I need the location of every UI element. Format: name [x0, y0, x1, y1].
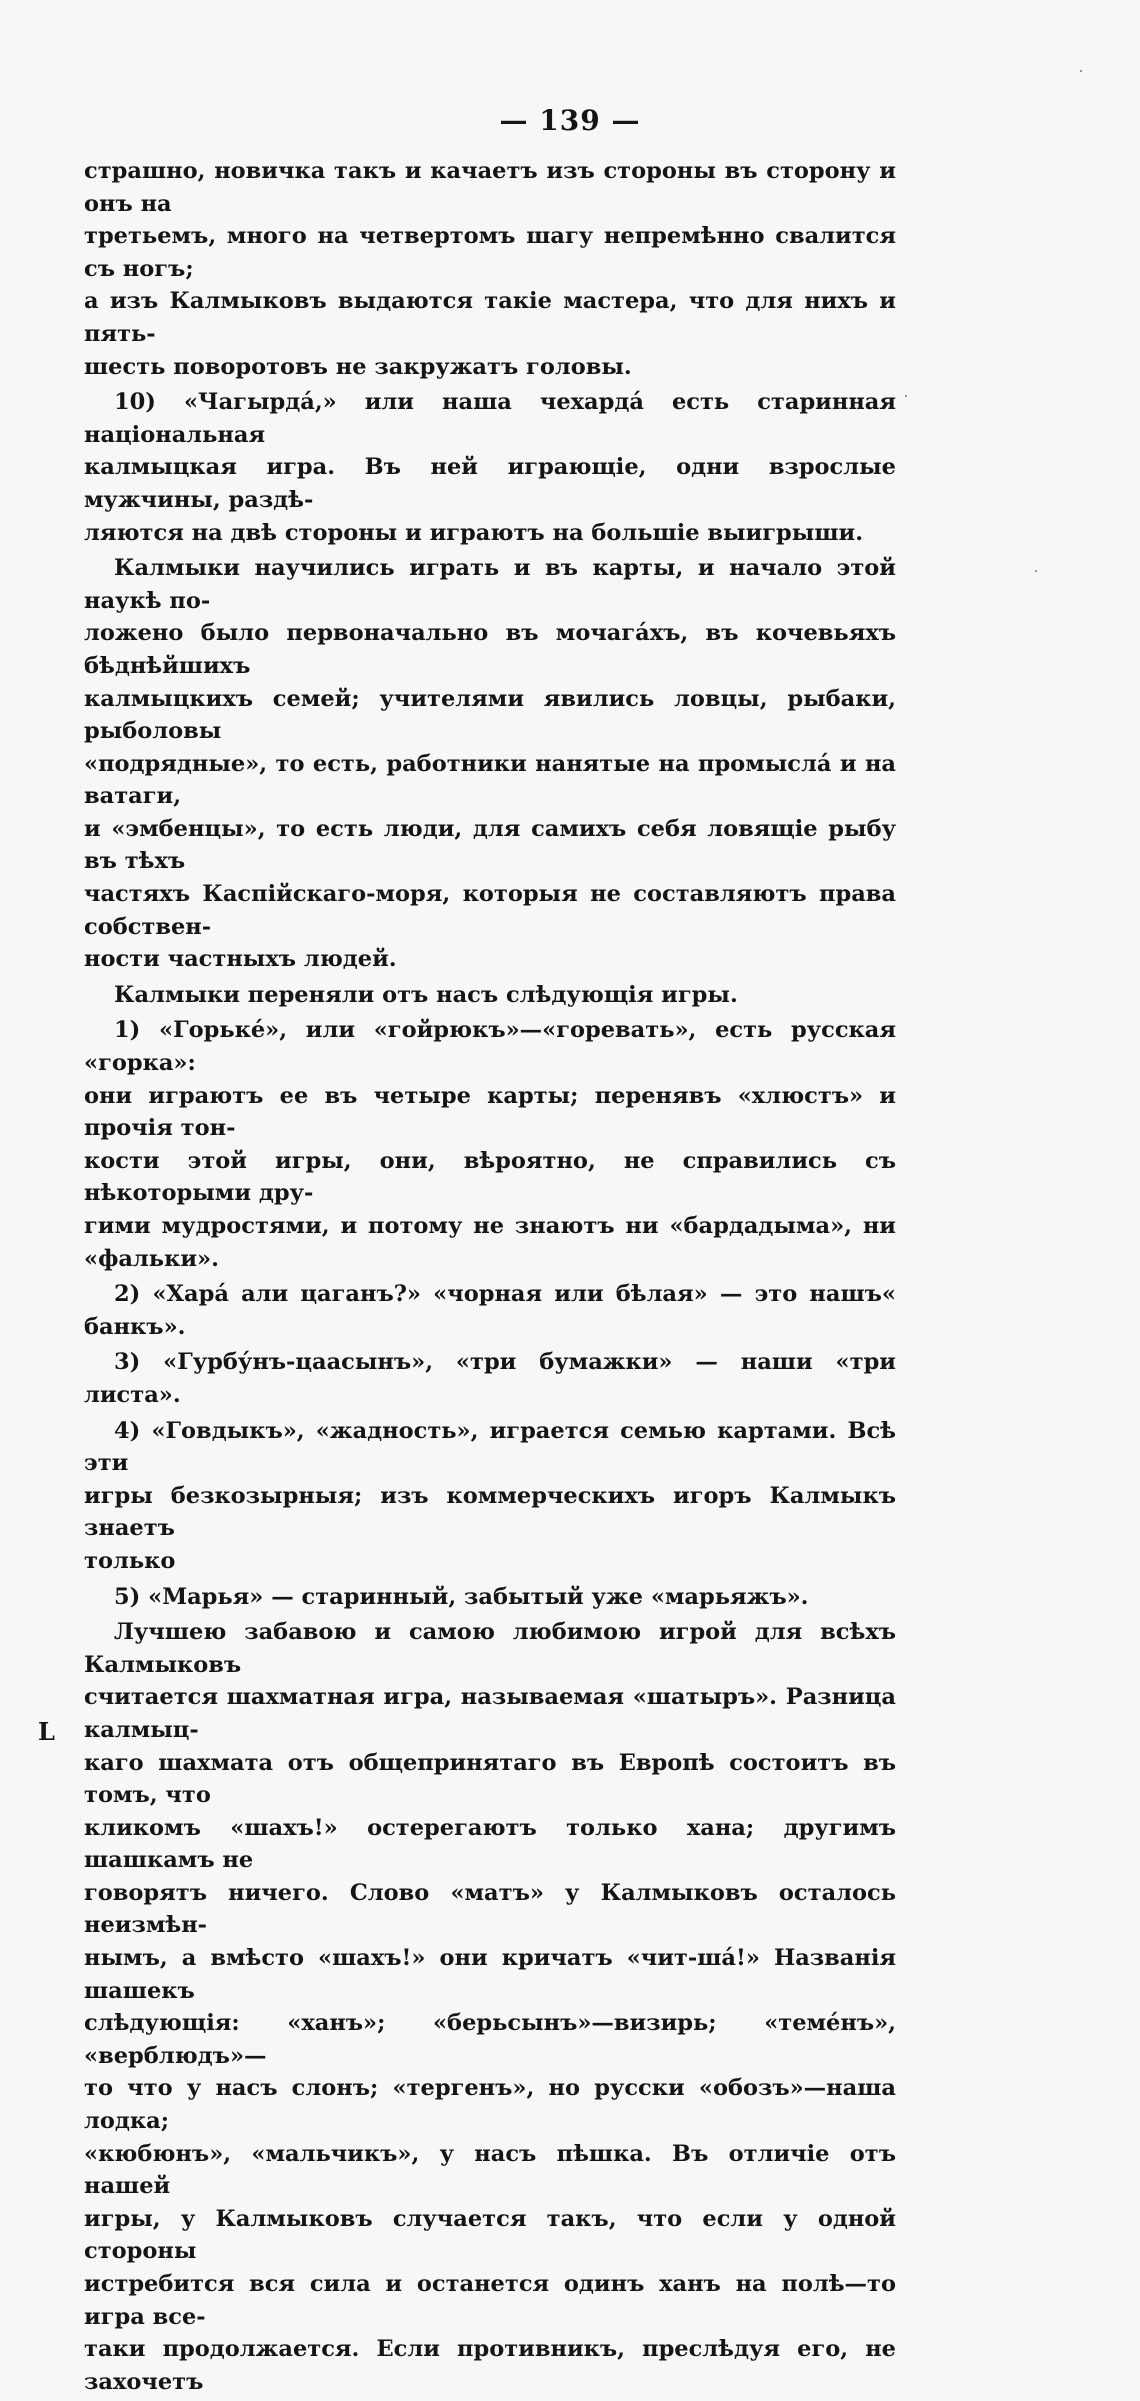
scan-speck — [905, 395, 907, 397]
scan-speck — [1080, 70, 1082, 72]
list-item-marya: 5) «Марья» — старинный, забытый уже «марьяжъ». — [114, 1583, 809, 1610]
paragraph-chess: Лучшею забавою и самою любимою игрой для всѣхъ Калмыковъ считается шахматная игра, называемая «шатыръ». Разница калмыц- каго шахмата отъ общепринятаго въ Европѣ состоитъ въ томъ, что кликомъ «шахъ!» остерегаютъ только хана; другимъ шашкамъ не говорятъ ничего. Слово «матъ» у Калмыковъ осталось неизмѣн- нымъ, а вмѣсто «шахъ!» они кричатъ «чит-ша́!» Названія шашекъ слѣдующія: «ханъ»; «берьсынъ»—визирь; «теме́нъ», «верблюдъ»— то что у насъ слонъ; «тергенъ», но русски «обозъ»—наша лодка; «кюбюнъ», «мальчикъ», у насъ пѣшка. Въ отличіе отъ нашей игры, у Калмыковъ случается такъ, что если у одной стороны истребится вся сила и останется одинъ ханъ на полѣ—то игра все- таки продолжается. Если противникъ, преслѣдуя его, не захочетъ — [84, 1619, 896, 2395]
corner-mark: L — [38, 1717, 55, 1746]
list-item-khara: 2) «Хара́ али цаганъ?» «чорная или бѣлая» — это нашъ« банкъ». — [84, 1281, 896, 1340]
paragraph-chagyrda: 10) «Чагырда́,» или наша чехарда́ есть старинная національная калмыцкая игра. Въ ней играющіе, одни взрослые мужчины, раздѣ- ляются на двѣ стороны и играютъ на большіе выигрыши. — [84, 389, 896, 546]
paragraph-cards: Калмыки научились играть и въ карты, и начало этой наукѣ по- ложено было первоначально въ мочага́хъ, въ кочевьяхъ бѣднѣйшихъ калмыцкихъ семей; учителями явились ловцы, рыбаки, рыболовы «подрядные», то есть, работники нанятые на промысла́ и на ватаги, и «эмбенцы», то есть люди, для самихъ себя ловящіе рыбу въ тѣхъ частяхъ Каспійскаго-моря, которыя не составляютъ права собствен- ности частныхъ людей. — [84, 555, 896, 973]
page-number: — 139 — — [499, 104, 641, 137]
list-item-govdyk: 4) «Говдыкъ», «жадность», играется семью картами. Всѣ эти игры безкозырныя; изъ коммерческихъ игоръ Калмыкъ знаетъ только — [84, 1417, 896, 1574]
scan-speck — [1035, 570, 1037, 572]
list-item-gorke: 1) «Горьке́», или «гойрюкъ»—«горевать», есть русская «горка»: они играютъ ее въ четыре карты; перенявъ «хлюстъ» и прочія тон- кости этой игры, они, вѣроятно, не справились съ нѣкоторыми дру- гими мудростями, и потому не знаютъ ни «бардадыма», ни «фальки». — [84, 1017, 896, 1272]
body-text — [84, 155, 896, 2401]
paragraph-continuation: страшно, новичка такъ и качаетъ изъ стороны въ сторону и онъ на третьемъ, много на четвертомъ шагу непремѣнно свалится съ ногъ; а изъ Калмыковъ выдаются такіе мастера, что для нихъ и пять- шесть поворотовъ не закружатъ головы. — [84, 158, 896, 380]
list-item-gurbun: 3) «Гурбу́нъ-цаасынъ», «три бумажки» — наши «три листа». — [84, 1349, 896, 1408]
paragraph-borrowed-games: Калмыки переняли отъ насъ слѣдующія игры. — [114, 981, 738, 1008]
